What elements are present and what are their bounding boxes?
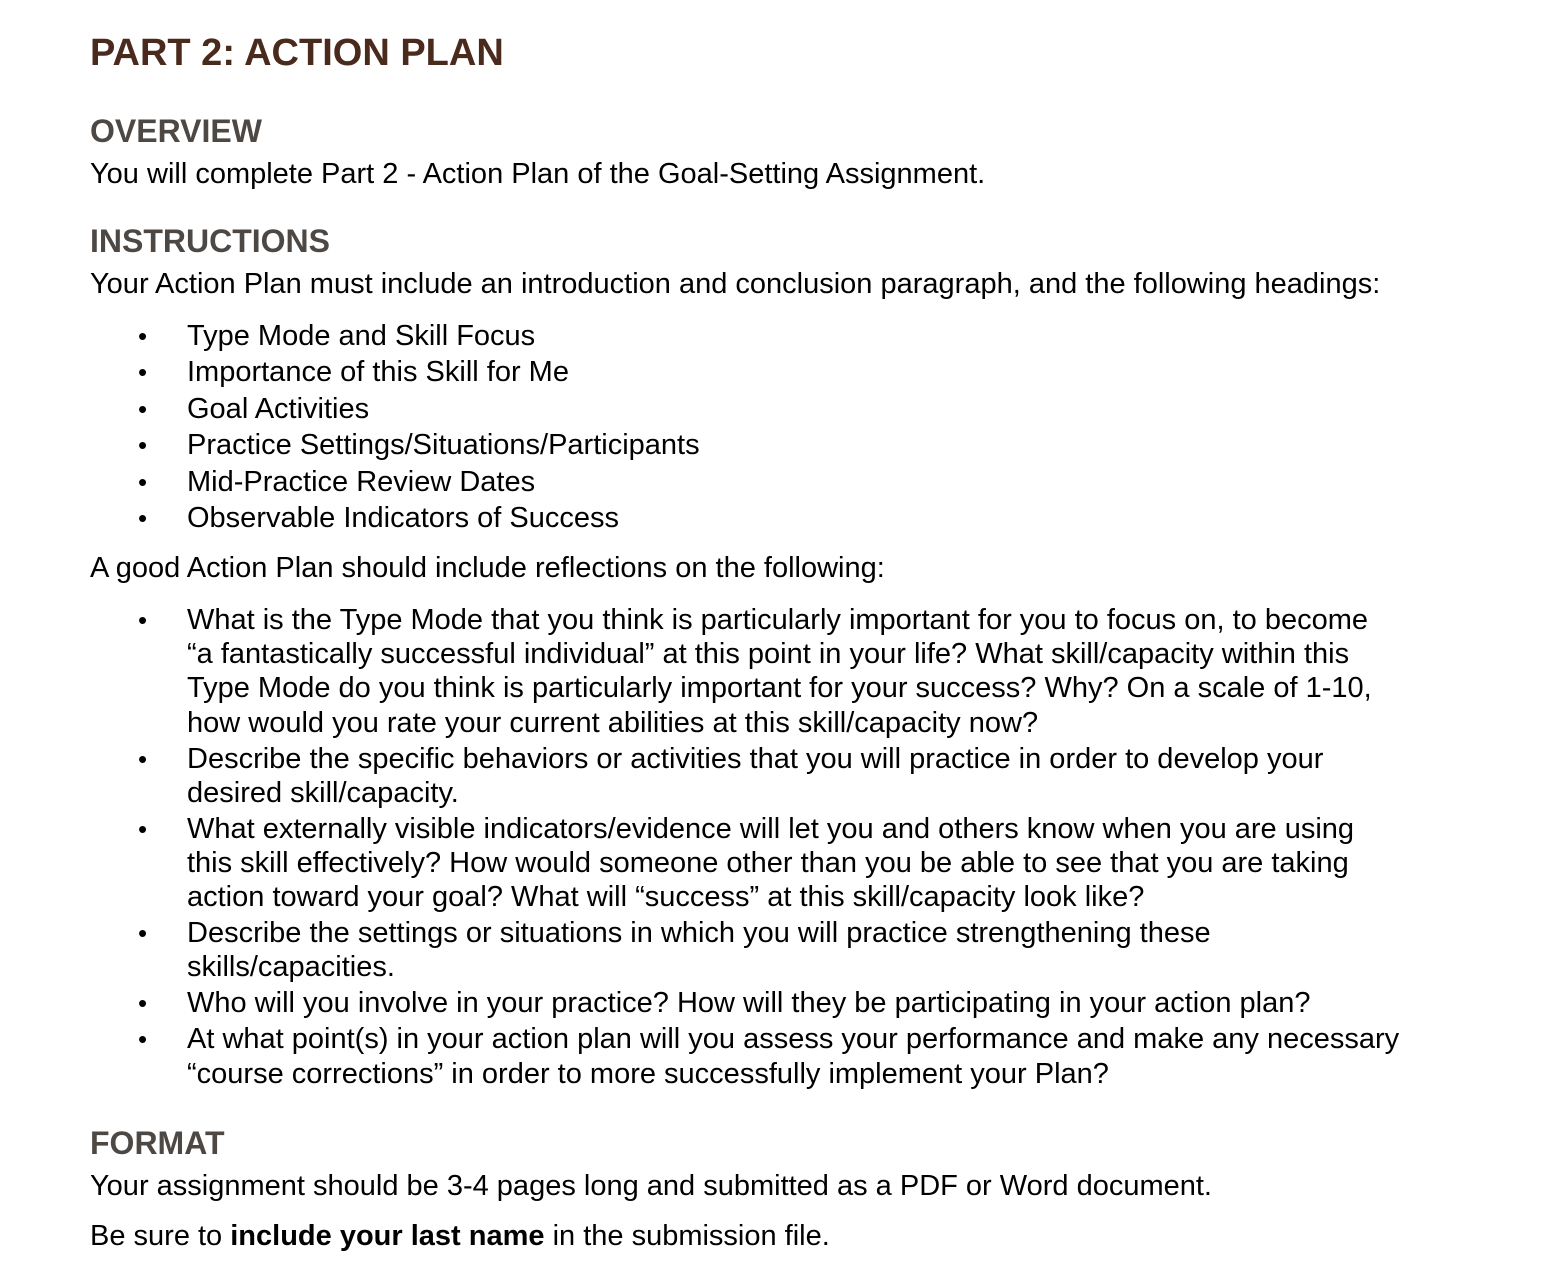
reflections-intro: A good Action Plan should include reflections on the following: [90, 552, 885, 584]
name-emphasis: include your last name [230, 1220, 545, 1252]
reflection-line: how would you rate your current abilities at this skill/capacity now? [187, 706, 1039, 739]
reflections-list [90, 603, 1450, 1091]
reflection-line: “a fantastically successful individual” at this point in your life? What skill/capacity within this [187, 638, 1350, 671]
format-heading: FORMAT [90, 1125, 225, 1161]
reflection-item [90, 986, 1450, 1020]
instructions-heading: INSTRUCTIONS [90, 223, 330, 259]
reflection-line: skills/capacities. [187, 951, 395, 984]
name-prefix: Be sure to [90, 1220, 231, 1252]
reflection-line: action toward your goal? What will “success” at this skill/capacity look like? [187, 881, 1145, 914]
reflection-item [90, 812, 1450, 915]
reflection-line: this skill effectively? How would someone other than you be able to see that you are taking [187, 847, 1349, 880]
reflection-line: desired skill/capacity. [187, 776, 459, 809]
reflection-line: • What externally visible indicators/evidence will let you and others know when you are using [187, 812, 1355, 845]
list-item: • Practice Settings/Situations/Participants [90, 427, 700, 463]
reflection-line: • Describe the specific behaviors or activities that you will practice in order to develop your [187, 742, 1324, 775]
format-length-text: Your assignment should be 3-4 pages long and submitted as a PDF or Word document. [90, 1170, 1212, 1202]
list-item: • Type Mode and Skill Focus [90, 318, 700, 354]
list-item: • Observable Indicators of Success [90, 500, 700, 536]
overview-text: You will complete Part 2 - Action Plan of the Goal-Setting Assignment. [90, 158, 986, 190]
required-headings-list [90, 318, 700, 536]
list-item: • Importance of this Skill for Me [90, 354, 700, 390]
reflection-line: Type Mode do you think is particularly important for your success? Why? On a scale of 1-10, [187, 672, 1372, 705]
name-suffix: in the submission file. [544, 1220, 830, 1252]
reflection-item [90, 603, 1450, 740]
list-item: • Goal Activities [90, 391, 700, 427]
overview-heading: OVERVIEW [90, 113, 262, 149]
reflection-line: • At what point(s) in your action plan will you assess your performance and make any necessary [187, 1023, 1400, 1056]
reflection-item [90, 742, 1450, 810]
list-item: • Mid-Practice Review Dates [90, 464, 700, 500]
reflection-line: • Who will you involve in your practice? How will they be participating in your action plan? [187, 987, 1311, 1020]
page-title: PART 2: ACTION PLAN [90, 32, 504, 74]
reflection-item [90, 1022, 1450, 1090]
reflection-line: • Describe the settings or situations in which you will practice strengthening these [187, 917, 1211, 950]
instructions-intro: Your Action Plan must include an introduction and conclusion paragraph, and the following headings: [90, 268, 1381, 300]
reflection-line: • What is the Type Mode that you think is particularly important for you to focus on, to become [187, 604, 1368, 636]
format-name-text [90, 1219, 830, 1253]
reflection-item [90, 916, 1450, 984]
reflection-line: “course corrections” in order to more successfully implement your Plan? [187, 1057, 1109, 1090]
